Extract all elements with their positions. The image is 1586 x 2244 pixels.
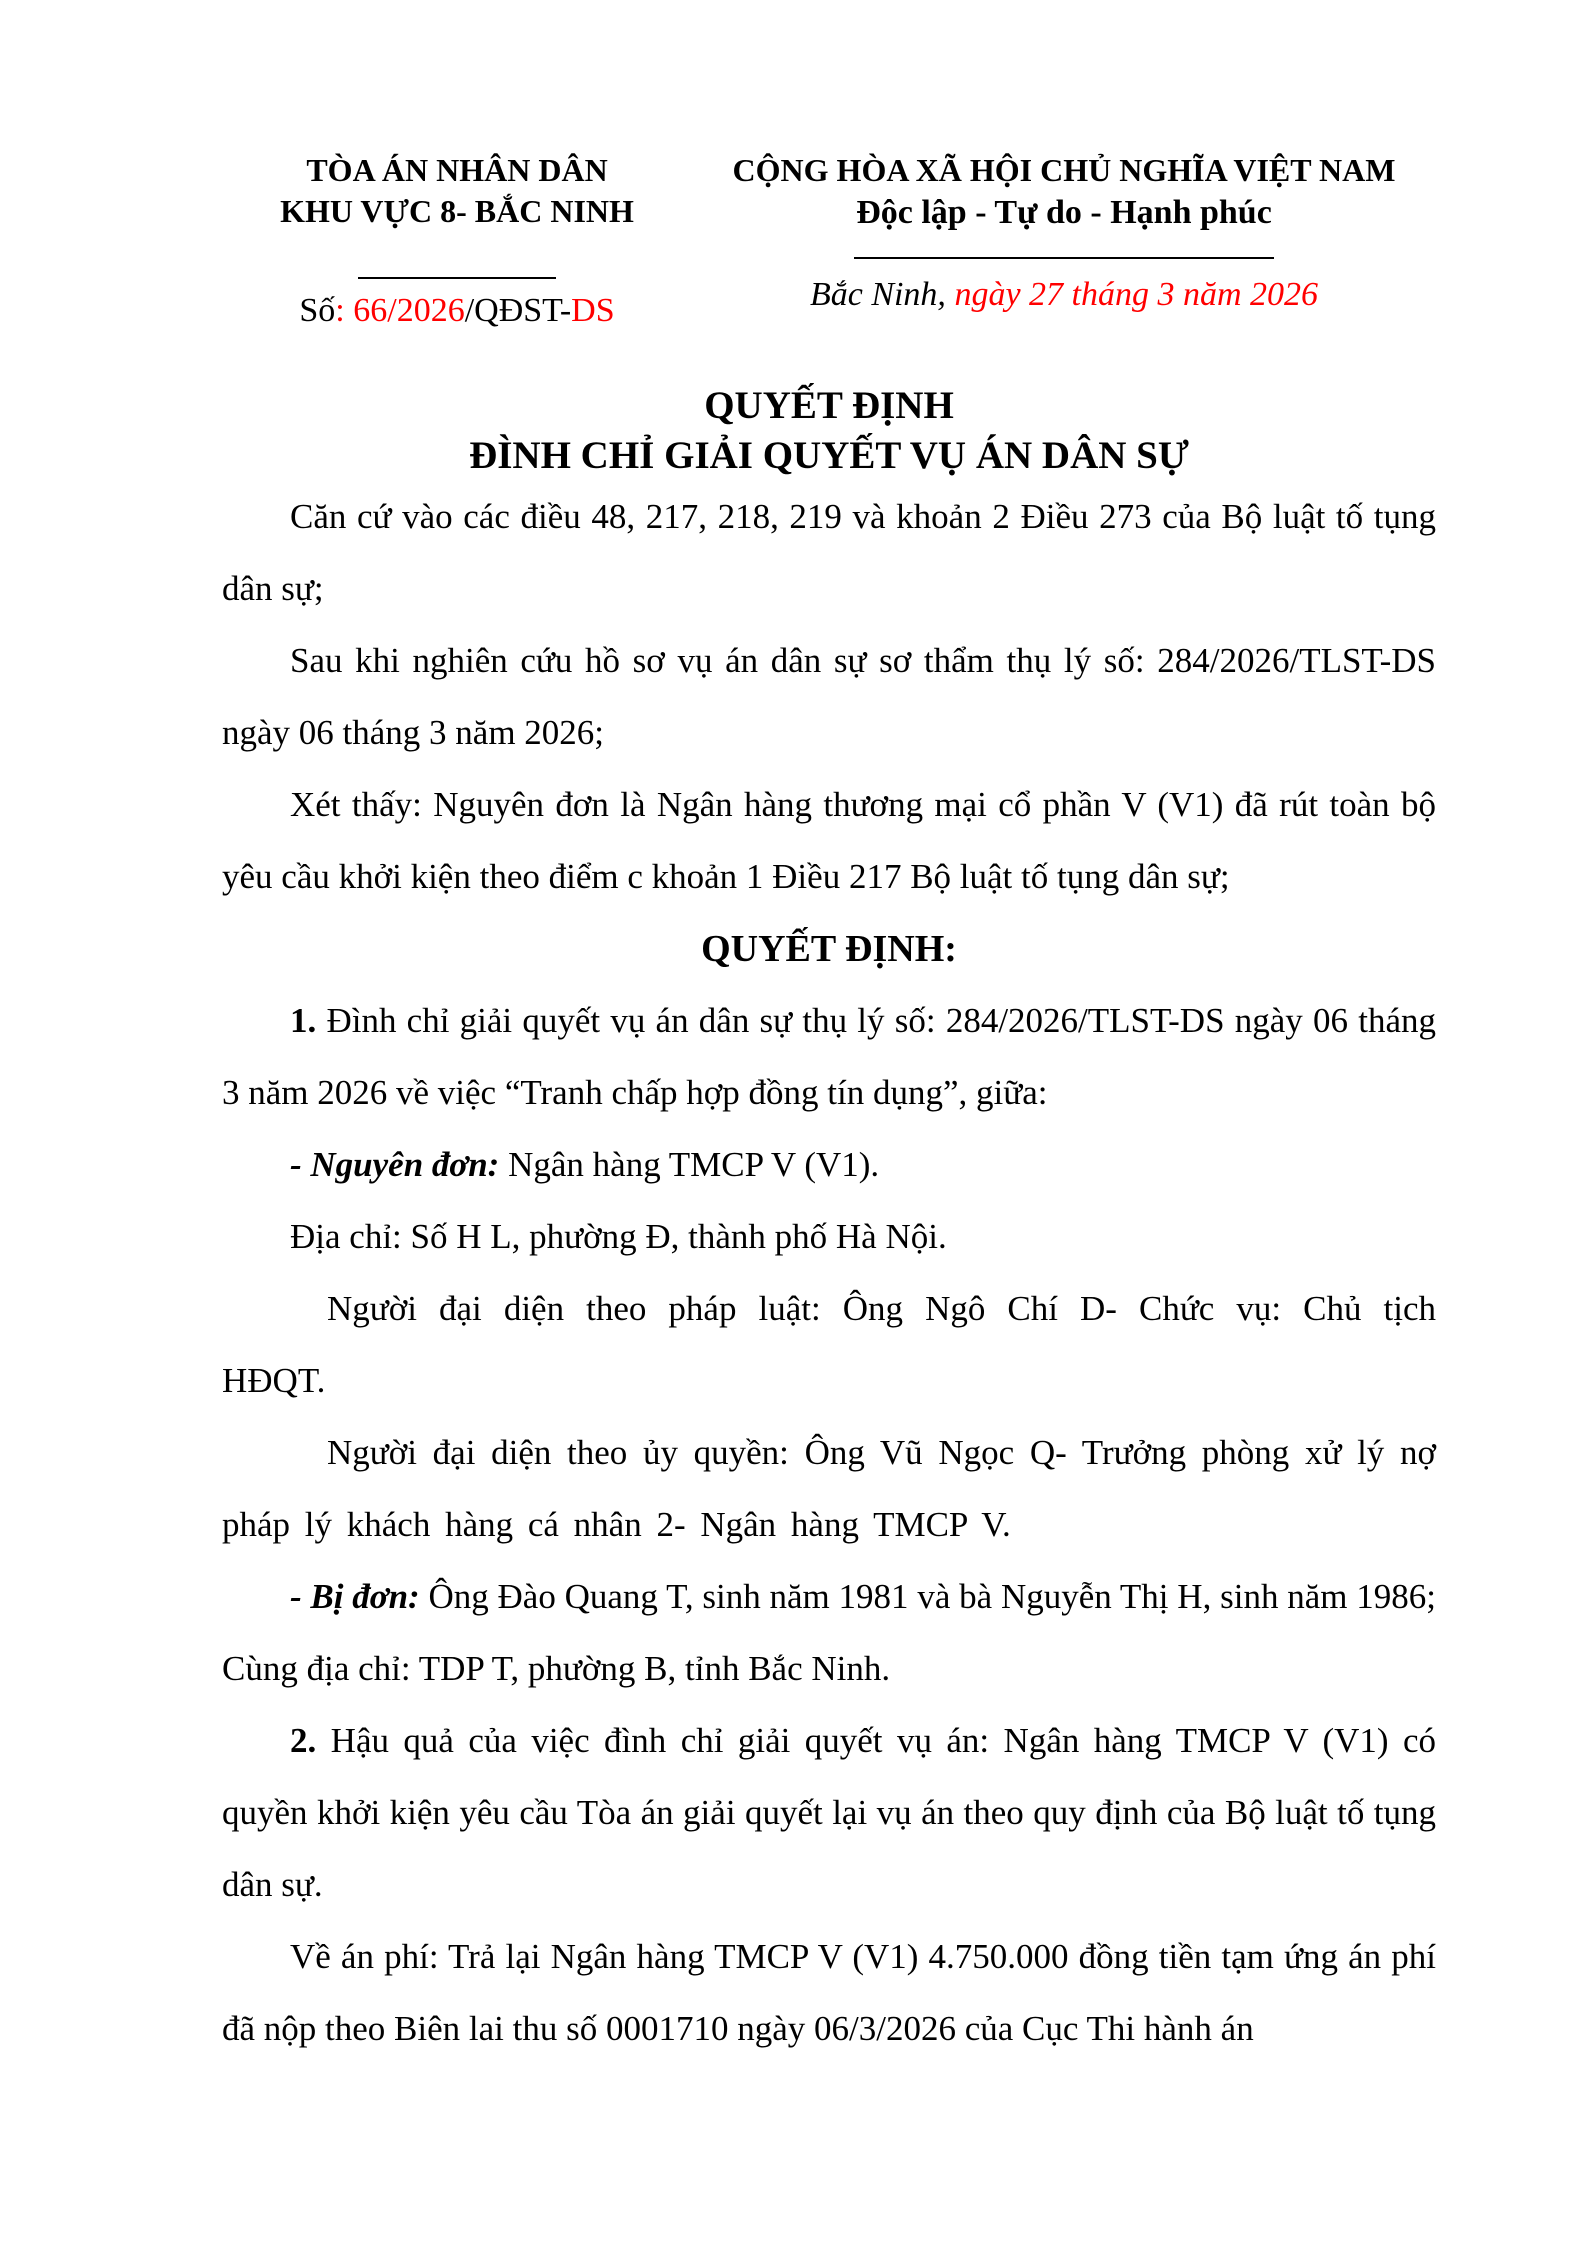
plaintiff-label: - Nguyên đơn: — [290, 1145, 509, 1184]
paragraph-authorized-representative: Người đại diện theo ủy quyền: Ông Vũ Ngọc Q- Trưởng phòng xử lý nợ pháp lý khách hàng cá nhân 2- Ngân hàng TMCP V. — [222, 1433, 1436, 1544]
paragraph-item1 — [222, 985, 1436, 1129]
place-text: Bắc Ninh, — [809, 276, 946, 313]
paragraph-case-review: Sau khi nghiên cứu hồ sơ vụ án dân sự sơ thẩm thụ lý số: 284/2026/TLST-DS ngày 06 tháng 3 năm 2026; — [222, 641, 1436, 752]
document-number-suffix: DS — [571, 292, 615, 329]
document-title — [222, 381, 1436, 481]
court-header-divider — [358, 277, 556, 279]
item1-text: Đình chỉ giải quyết vụ án dân sự thụ lý số: 284/2026/TLST-DS ngày 06 tháng 3 năm 2026 về việc “Tranh chấp hợp đồng tín dụng”, giữa: — [222, 1001, 1436, 1112]
national-header-block — [692, 150, 1436, 317]
paragraph-finding: Xét thấy: Nguyên đơn là Ngân hàng thương mại cổ phần V (V1) đã rút toàn bộ yêu cầu khởi kiện theo điểm c khoản 1 Điều 217 Bộ luật tố tụng dân sự; — [222, 785, 1436, 896]
document-number-label: Số — [299, 292, 336, 329]
paragraph-defendant — [222, 1561, 1436, 1705]
document-number-line — [222, 289, 692, 333]
court-name-line2: KHU VỰC 8- BẮC NINH — [280, 193, 634, 229]
title-line1: QUYẾT ĐỊNH — [704, 384, 954, 427]
item2-number: 2. — [290, 1721, 317, 1760]
paragraph-legal-representative: Người đại diện theo pháp luật: Ông Ngô Chí D- Chức vụ: Chủ tịch HĐQT. — [222, 1289, 1436, 1400]
paragraph-plaintiff — [222, 1129, 1436, 1201]
national-motto-line: Độc lập - Tự do - Hạnh phúc — [856, 194, 1272, 231]
defendant-text: Ông Đào Quang T, sinh năm 1981 và bà Nguyễn Thị H, sinh năm 1986; Cùng địa chỉ: TDP T, phường B, tỉnh Bắc Ninh. — [222, 1577, 1436, 1688]
paragraph-plaintiff-address: Địa chỉ: Số H L, phường Đ, thành phố Hà Nội. — [290, 1217, 947, 1256]
court-header-block — [222, 150, 692, 333]
defendant-label: - Bị đơn: — [290, 1577, 429, 1616]
item1-number: 1. — [290, 1001, 317, 1040]
paragraph-item2 — [222, 1705, 1436, 1921]
paragraph-legal-basis: Căn cứ vào các điều 48, 217, 218, 219 và khoản 2 Điều 273 của Bộ luật tố tụng dân sự; — [222, 497, 1436, 608]
date-text: ngày 27 tháng 3 năm 2026 — [945, 276, 1319, 313]
national-name-line: CỘNG HÒA XÃ HỘI CHỦ NGHĨA VIỆT NAM — [732, 152, 1396, 188]
document-number-value: : 66/2026 — [335, 292, 465, 329]
item2-text: Hậu quả của việc đình chỉ giải quyết vụ án: Ngân hàng TMCP V (V1) có quyền khởi kiện yêu cầu Tòa án giải quyết lại vụ án theo quy định của Bộ luật tố tụng dân sự. — [222, 1721, 1436, 1904]
paragraph-court-fee: Về án phí: Trả lại Ngân hàng TMCP V (V1) 4.750.000 đồng tiền tạm ứng án phí đã nộp theo Biên lai thu số 0001710 ngày 06/3/2026 của Cục Thi hành án — [222, 1937, 1436, 2048]
document-header — [222, 150, 1436, 333]
place-date-line — [692, 273, 1436, 317]
title-line2: ĐÌNH CHỈ GIẢI QUYẾT VỤ ÁN DÂN SỰ — [469, 434, 1189, 477]
document-body — [222, 481, 1436, 2065]
plaintiff-text: Ngân hàng TMCP V (V1). — [508, 1145, 880, 1184]
national-header-divider — [854, 257, 1274, 259]
document-number-type: /QĐST- — [464, 292, 572, 329]
decision-heading: QUYẾT ĐỊNH: — [701, 928, 957, 970]
court-name-line1: TÒA ÁN NHÂN DÂN — [306, 152, 608, 188]
